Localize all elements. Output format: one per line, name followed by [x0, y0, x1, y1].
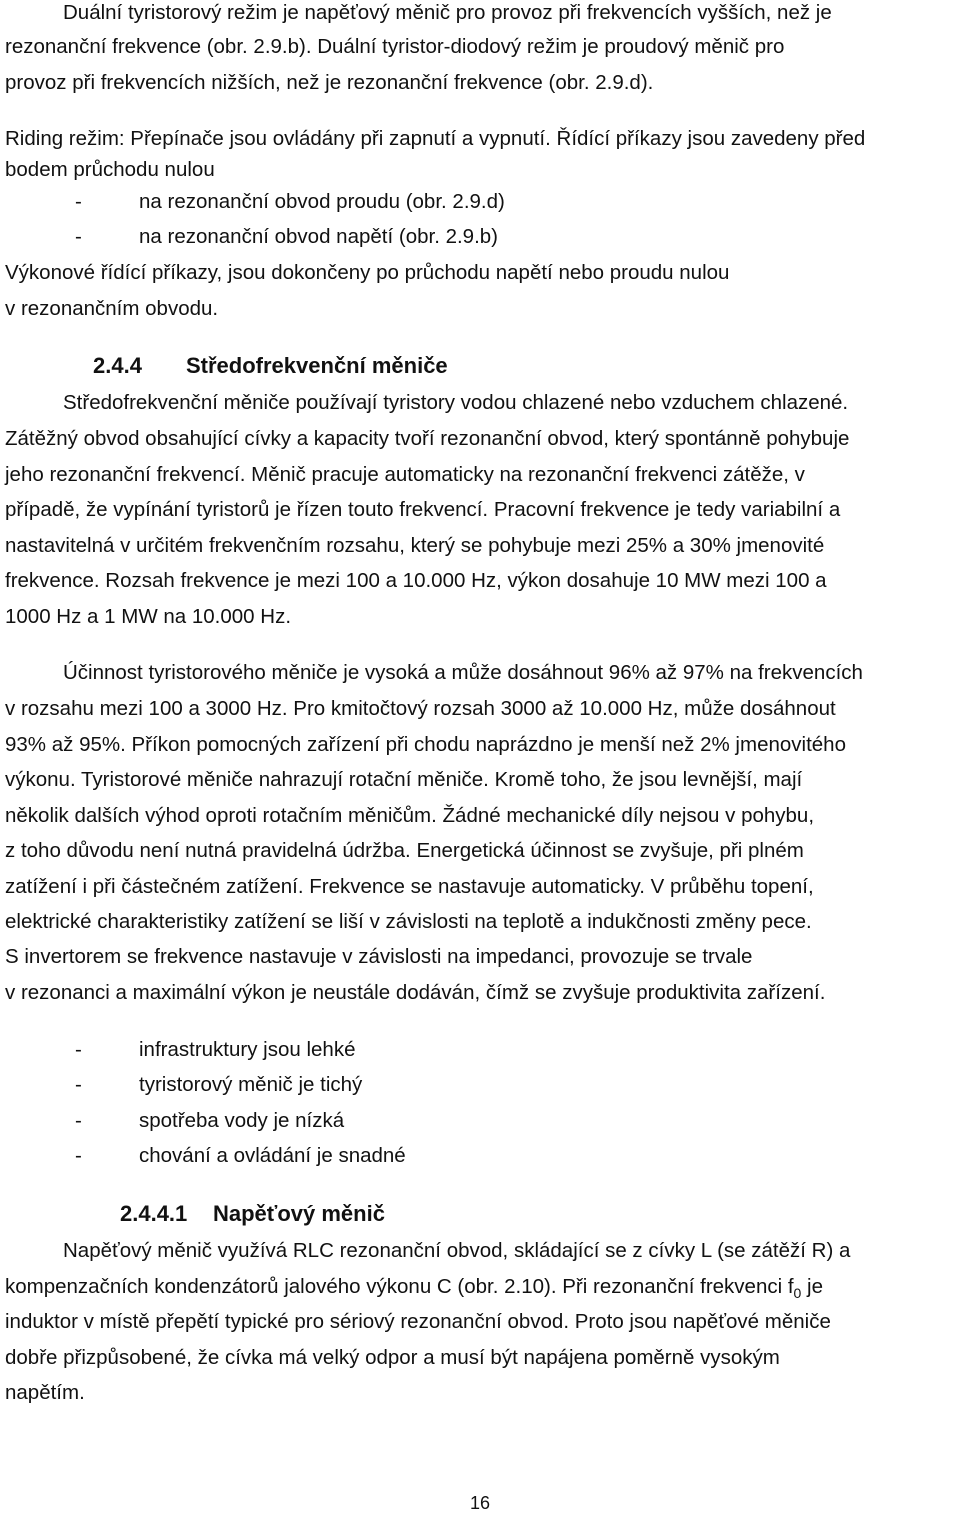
paragraph3-line: z toho důvodu není nutná pravidelná údržba. Energetická účinnost se zvyšuje, při plném	[5, 839, 804, 862]
paragraph3-line: elektrické charakteristiky zatížení se liší v závislosti na teplotě a indukčnosti změny pece.	[5, 910, 812, 933]
riding-intro-line: bodem průchodu nulou	[5, 158, 215, 181]
paragraph1-line: provoz při frekvencích nižších, než je rezonanční frekvence (obr. 2.9.d).	[5, 71, 654, 94]
paragraph2-line: Zátěžný obvod obsahující cívky a kapacity tvoří rezonanční obvod, který spontánně pohybuje	[5, 427, 850, 450]
paragraph4-line: dobře přizpůsobené, že cívka má velký odpor a musí být napájena poměrně vysokým	[5, 1346, 780, 1369]
subscript: 0	[793, 1285, 802, 1301]
paragraph4-line	[5, 1272, 823, 1303]
paragraph2-line: případě, že vypínání tyristorů je řízen touto frekvencí. Pracovní frekvence je tedy variabilní a	[5, 498, 841, 521]
list-bullet: -	[75, 1038, 82, 1061]
subsection-number: 2.4.4.1	[120, 1201, 188, 1226]
advantage-item: spotřeba vody je nízká	[139, 1109, 345, 1132]
list-bullet: -	[75, 1073, 82, 1096]
riding-outro-line: v rezonančním obvodu.	[5, 297, 219, 320]
advantage-item: chování a ovládání je snadné	[139, 1144, 406, 1167]
paragraph3-line: zatížení i při částečném zatížení. Frekvence se nastavuje automaticky. V průběhu topení,	[5, 875, 814, 898]
paragraph4-text: kompenzačních kondenzátorů jalového výkonu C (obr. 2.10). Při rezonanční frekvenci f	[5, 1275, 794, 1298]
riding-intro-line: Riding režim: Přepínače jsou ovládány při zapnutí a vypnutí. Řídící příkazy jsou zavedeny před	[5, 127, 866, 150]
paragraph2-line: frekvence. Rozsah frekvence je mezi 100 a 10.000 Hz, výkon dosahuje 10 MW mezi 100 a	[5, 569, 827, 592]
paragraph2-line: 1000 Hz a 1 MW na 10.000 Hz.	[5, 605, 292, 628]
riding-outro-line: Výkonové řídící příkazy, jsou dokončeny po průchodu napětí nebo proudu nulou	[5, 261, 730, 284]
paragraph3-line: několik dalších výhod oproti rotačním měničům. Žádné mechanické díly nejsou v pohybu,	[5, 804, 815, 827]
paragraph3-line: v rozsahu mezi 100 a 3000 Hz. Pro kmitočtový rozsah 3000 až 10.000 Hz, může dosáhnout	[5, 697, 836, 720]
list-bullet: -	[75, 1144, 82, 1167]
list-bullet: -	[75, 1109, 82, 1132]
paragraph1-line: rezonanční frekvence (obr. 2.9.b). Duální tyristor-diodový režim je proudový měnič pro	[5, 35, 785, 58]
paragraph4-line: Napěťový měnič využívá RLC rezonanční obvod, skládající se z cívky L (se zátěží R) a	[63, 1239, 851, 1262]
riding-list-item: na rezonanční obvod proudu (obr. 2.9.d)	[139, 190, 505, 213]
paragraph3-line: Účinnost tyristorového měniče je vysoká a může dosáhnout 96% až 97% na frekvencích	[63, 661, 863, 684]
advantage-item: tyristorový měnič je tichý	[139, 1073, 363, 1096]
subsection-title: Napěťový měnič	[213, 1201, 385, 1226]
paragraph3-line: v rezonanci a maximální výkon je neustále dodáván, čímž se zvyšuje produktivita zařízení.	[5, 981, 826, 1004]
list-bullet: -	[75, 225, 82, 248]
paragraph2-line: nastavitelná v určitém frekvenčním rozsahu, který se pohybuje mezi 25% a 30% jmenovité	[5, 534, 825, 557]
section-number: 2.4.4	[93, 353, 142, 378]
paragraph1-line: Duální tyristorový režim je napěťový měnič pro provoz při frekvencích vyšších, než je	[63, 1, 832, 24]
paragraph3-line: výkonu. Tyristorové měniče nahrazují rotační měniče. Kromě toho, že jsou levnější, mají	[5, 768, 803, 791]
paragraph2-line: Středofrekvenční měniče používají tyristory vodou chlazené nebo vzduchem chlazené.	[63, 391, 849, 414]
paragraph4-text: je	[801, 1275, 823, 1298]
paragraph3-line: 93% až 95%. Příkon pomocných zařízení při chodu naprázdno je menší než 2% jmenovitého	[5, 733, 846, 756]
section-title: Středofrekvenční měniče	[186, 353, 448, 378]
list-bullet: -	[75, 190, 82, 213]
paragraph4-line: induktor v místě přepětí typické pro sériový rezonanční obvod. Proto jsou napěťové měniče	[5, 1310, 831, 1333]
paragraph4-line: napětím.	[5, 1381, 85, 1404]
advantage-item: infrastruktury jsou lehké	[139, 1038, 356, 1061]
paragraph3-line: S invertorem se frekvence nastavuje v závislosti na impedanci, provozuje se trvale	[5, 945, 753, 968]
page-number: 16	[469, 1493, 491, 1513]
paragraph2-line: jeho rezonanční frekvencí. Měnič pracuje automaticky na rezonanční frekvenci zátěže, v	[5, 463, 805, 486]
riding-list-item: na rezonanční obvod napětí (obr. 2.9.b)	[139, 225, 499, 248]
